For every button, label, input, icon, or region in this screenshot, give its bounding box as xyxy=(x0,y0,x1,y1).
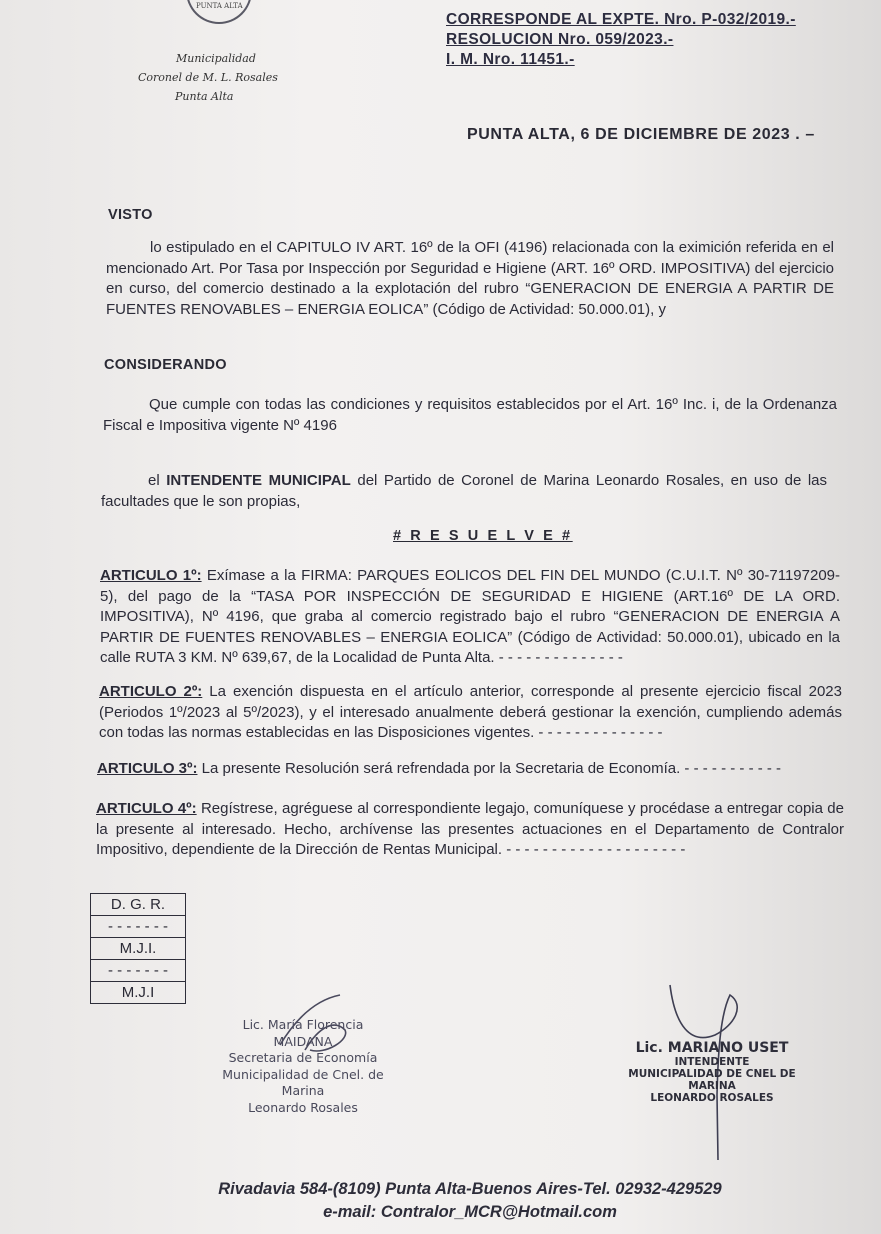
stamp-cell: - - - - - - - xyxy=(91,960,186,982)
im-number: I. M. Nro. 11451.- xyxy=(446,51,575,68)
stamp-cell: M.J.I. xyxy=(91,938,186,960)
footer-address: Rivadavia 584-(8109) Punta Alta-Buenos Aires-Tel. 02932-429529 xyxy=(218,1180,722,1198)
intendente-paragraph xyxy=(101,471,827,512)
article-3 xyxy=(97,759,842,780)
article-2-text: La exención dispuesta en el artículo anterior, corresponde al presente ejercicio fiscal 2023 (Periodos 1º/2023 al 5º/2023), y el interesado anualmente deberá gestionar la exención, cumpliendo además con todas las normas establecidas en las Disposiciones vigentes. - - - - - - - - - - - - - - xyxy=(99,683,842,741)
considerando-paragraph: Que cumple con todas las condiciones y requisitos establecidos por el Art. 16º Inc. i, de la Ordenanza Fiscal e Impositiva vigente Nº 4196 xyxy=(103,396,837,434)
signature-right-stamp xyxy=(612,1040,812,1104)
article-4-text: Regístrese, agréguese al correspondiente legajo, comuníquese y procédase a entregar copia de la presente al interesado. Hecho, archívense las presentes actuaciones en el Departamento de Contralor Impositivo, dependiente de la Dirección de Rentas Municipal. - - - - - - - - - - - - - - - - - - - - xyxy=(96,800,844,858)
article-1 xyxy=(100,566,840,669)
resuelve-heading: # R E S U E L V E # xyxy=(393,528,573,544)
visto-paragraph: lo estipulado en el CAPITULO IV ART. 16º de la OFI (4196) relacionada con la eximición referida en el mencionado Art. Por Tasa por Inspección por Seguridad e Higiene (ART. 16º ORD. IMPOSITIVA) del ejercicio en curso, del comercio destinado a la explotación del rubro “GENERACION DE ENERGIA A PARTIR DE FUENTES RENOVABLES – ENERGIA EOLICA” (Código de Actividad: 50.000.01), y xyxy=(106,239,834,318)
expediente-reference: CORRESPONDE AL EXPTE. Nro. P-032/2019.- xyxy=(446,11,796,28)
article-4 xyxy=(96,799,844,861)
signature-left-title: Secretaria de Economía xyxy=(228,1050,378,1065)
considerando-heading: CONSIDERANDO xyxy=(104,357,227,373)
signature-right-name: Lic. MARIANO USET xyxy=(635,1040,789,1056)
stamp-cell: D. G. R. xyxy=(91,894,186,916)
dgr-stamp-table xyxy=(90,893,186,1004)
article-2-label: ARTICULO 2º: xyxy=(99,683,203,700)
signature-right-org: MUNICIPALIDAD DE CNEL DE MARINA xyxy=(628,1068,796,1092)
intendente-pre: el xyxy=(148,472,167,489)
article-2 xyxy=(99,682,842,744)
article-1-text: Exímase a la FIRMA: PARQUES EOLICOS DEL FIN DEL MUNDO (C.U.I.T. Nº 30-71197209-5), del pago de la “TASA POR INSPECCIÓN DE SEGURIDAD E HIGIENE (ART.16º DE LA ORD. IMPOSITIVA), Nº 4196, que graba al comercio registrado bajo el rubro “GENERACION DE ENERGIA A PARTIR DE FUENTES RENOVABLES – ENERGIA EOLICA” (Código de Actividad: 50.000.01), ubicado en la calle RUTA 3 KM. Nº 639,67, de la Localidad de Punta Alta. - - - - - - - - - - - - - - xyxy=(100,567,840,666)
signature-left-org: Municipalidad de Cnel. de Marina xyxy=(222,1066,384,1098)
municipal-seal xyxy=(186,0,252,24)
seal-text: PUNTA ALTA xyxy=(196,2,243,10)
signature-left-name: Lic. María Florencia MAIDANA xyxy=(242,1017,364,1049)
stamp-cell: M.J.I xyxy=(91,982,186,1004)
visto-heading: VISTO xyxy=(108,207,153,223)
signature-left-stamp xyxy=(212,1017,394,1116)
municipality-line2: Coronel de M. L. Rosales xyxy=(138,71,278,84)
signature-right-org2: LEONARDO ROSALES xyxy=(650,1092,774,1104)
signature-left-org2: Leonardo Rosales xyxy=(248,1099,358,1115)
article-3-text: La presente Resolución será refrendada por la Secretaria de Economía. - - - - - - - - - - - xyxy=(197,760,782,777)
intendente-post: del Partido de Coronel de Marina Leonardo Rosales, en uso de las facultades que le son propias, xyxy=(101,472,827,510)
footer-email: e-mail: Contralor_MCR@Hotmail.com xyxy=(323,1203,617,1221)
municipality-line1: Municipalidad xyxy=(176,52,256,65)
document-date: PUNTA ALTA, 6 DE DICIEMBRE DE 2023 . – xyxy=(467,126,815,143)
intendente-title: INTENDENTE MUNICIPAL xyxy=(166,472,351,489)
article-3-label: ARTICULO 3º: xyxy=(97,760,198,777)
article-1-label: ARTICULO 1º: xyxy=(100,567,202,584)
stamp-cell: - - - - - - - xyxy=(91,916,186,938)
article-4-label: ARTICULO 4º: xyxy=(96,800,197,817)
signature-right-title: INTENDENTE xyxy=(674,1056,750,1068)
resolucion-number: RESOLUCION Nro. 059/2023.- xyxy=(446,31,674,48)
municipality-line3: Punta Alta xyxy=(175,90,234,103)
